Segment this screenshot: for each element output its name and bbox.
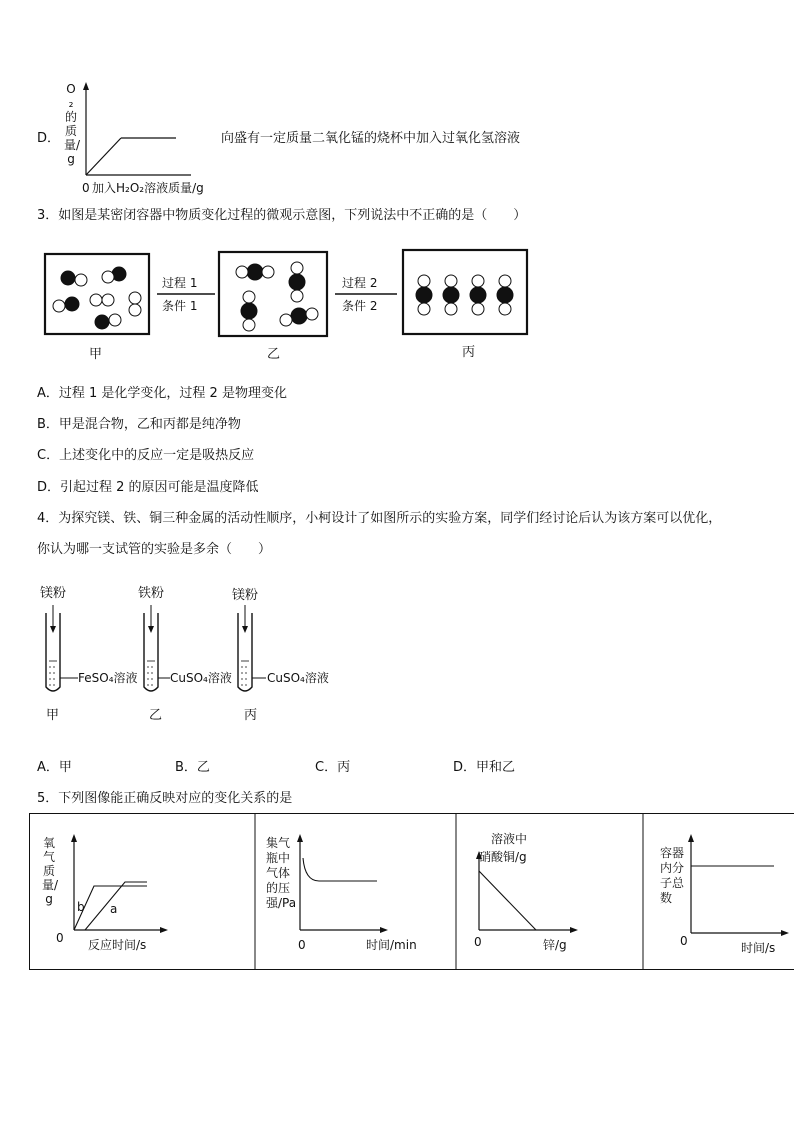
- q2d-curve-rise: [86, 138, 121, 175]
- q5-graph3-line: [479, 871, 536, 930]
- q4-stem-line1: 4．为探究镁、铁、铜三种金属的活动性顺序，小柯设计了如图所示的实验方案，同学们经讨论后认为该方案可以优化，: [37, 511, 722, 526]
- q3-arrow2-top: 过程 2: [342, 276, 378, 290]
- q2d-description: 向盛有一定质量二氧化锰的烧杯中加入过氧化氢溶液: [221, 131, 521, 146]
- q4-tube3-name: 丙: [244, 708, 258, 723]
- q5-graph3-xlabel: 锌/g: [543, 938, 567, 952]
- q3-box-yi: [219, 252, 327, 336]
- q3-arrow2-bottom: 条件 2: [342, 299, 378, 313]
- q5-graph2-xlabel: 时间/min: [366, 938, 417, 952]
- q3-arrow1-bottom: 条件 1: [162, 299, 198, 313]
- q2d-ylabel: O₂的质量/g: [64, 82, 81, 166]
- q5-graph4-axes: [688, 834, 789, 936]
- q3-stem: 3．如图是某密闭容器中物质变化过程的微观示意图，下列说法中不正确的是（ ）: [37, 208, 527, 223]
- q4-tube2-name: 乙: [149, 708, 163, 723]
- q2d-option-letter: D．: [37, 131, 61, 146]
- q5-graph2-origin: 0: [298, 938, 306, 952]
- q5-graph2-ylabel: 集气瓶中气体的压强/Pa: [266, 836, 297, 910]
- q4-option-b: B．乙: [175, 760, 210, 775]
- q4-tube-jia: [46, 605, 78, 691]
- q5-graph1-xlabel: 反应时间/s: [88, 938, 147, 952]
- q3-label-jia: 甲: [89, 347, 103, 362]
- q5-stem: 5．下列图像能正确反映对应的变化关系的是: [37, 791, 293, 806]
- q5-graph1-label-a: a: [110, 902, 118, 916]
- q5-graph1-origin: 0: [56, 931, 64, 945]
- q3-option-b: B．甲是混合物，乙和丙都是纯净物: [37, 417, 241, 432]
- q4-tube2-solution: CuSO₄溶液: [170, 671, 232, 685]
- q4-tube1-solution: FeSO₄溶液: [78, 671, 138, 685]
- q5-graph3-origin: 0: [474, 935, 482, 949]
- q4-option-d: D．甲和乙: [453, 760, 516, 775]
- q4-tube1-reagent: 镁粉: [40, 586, 67, 601]
- q3-arrow1-top: 过程 1: [162, 276, 198, 290]
- q3-option-a: A．过程 1 是化学变化，过程 2 是物理变化: [37, 386, 287, 401]
- q2d-axes: [76, 80, 196, 190]
- q4-tube-bing: [238, 605, 266, 691]
- q5-graph4-ylabel: 容器内分子总数: [660, 846, 685, 905]
- q2d-origin: 0: [82, 181, 90, 195]
- q4-tube3-solution: CuSO₄溶液: [267, 671, 329, 685]
- q3-option-d: D．引起过程 2 的原因可能是温度降低: [37, 480, 259, 495]
- q2d-xlabel: 加入H₂O₂溶液质量/g: [92, 181, 204, 195]
- q4-tube2-reagent: 铁粉: [138, 586, 165, 601]
- q3-option-c: C．上述变化中的反应一定是吸热反应: [37, 448, 255, 463]
- q5-graph3-ylabel-line1: 溶液中: [491, 832, 528, 846]
- q5-graph1-axes: [71, 834, 168, 933]
- q5-graph3-ylabel-line2: 硝酸铜/g: [479, 850, 527, 864]
- q5-graph2-curve: [303, 858, 377, 881]
- q5-graph1-ylabel: 氧气质量/g: [42, 836, 59, 906]
- q4-option-a: A．甲: [37, 760, 72, 775]
- q5-graph2-axes: [297, 834, 388, 933]
- q4-stem-line2: 你认为哪一支试管的实验是多余（ ）: [37, 542, 272, 557]
- q4-option-c: C．丙: [315, 760, 351, 775]
- q5-graph4-xlabel: 时间/s: [741, 941, 776, 955]
- q4-tube3-reagent: 镁粉: [232, 588, 259, 603]
- q3-label-yi: 乙: [267, 347, 281, 362]
- q4-tube1-name: 甲: [46, 708, 60, 723]
- q5-graph1-label-b: b: [77, 900, 85, 914]
- q5-graph4-origin: 0: [680, 934, 688, 948]
- q3-label-bing: 丙: [462, 345, 476, 360]
- q4-tube-yi: [144, 605, 170, 691]
